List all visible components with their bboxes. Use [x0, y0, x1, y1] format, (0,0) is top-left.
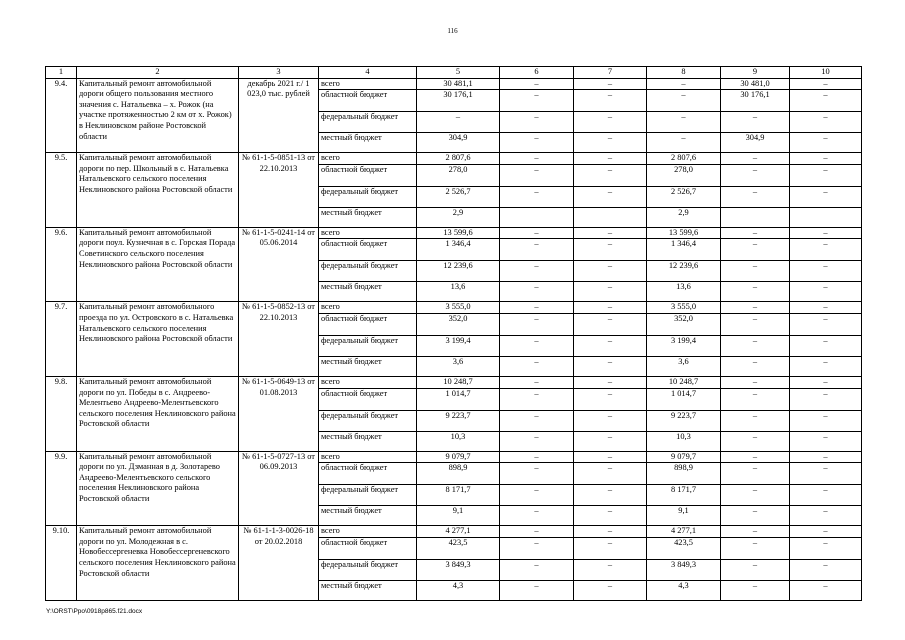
funding-source: местный бюджет — [319, 207, 417, 227]
value-cell: – — [500, 506, 574, 526]
item-description: Капитальный ремонт автомобильного проезда по ул. Островского в с. Натальевка Натальевского сельского поселения Неклиновского района Ростовской области — [77, 302, 239, 377]
value-cell: – — [721, 506, 790, 526]
funding-source: областной бюджет — [319, 164, 417, 186]
value-cell: 12 239,6 — [417, 261, 500, 282]
item-document: № 61-1-1-3-0026-18 от 20.02.2018 — [239, 526, 319, 601]
value-cell: 10,3 — [647, 431, 721, 451]
funding-source: федеральный бюджет — [319, 559, 417, 580]
value-cell: 4 277,1 — [647, 526, 721, 538]
table-row — [46, 78, 862, 90]
value-cell: – — [500, 313, 574, 335]
value-cell: – — [574, 376, 647, 388]
column-header: 6 — [500, 67, 574, 79]
funding-source: областной бюджет — [319, 463, 417, 485]
value-cell: 13 599,6 — [417, 227, 500, 239]
value-cell: 352,0 — [647, 313, 721, 335]
value-cell: – — [574, 112, 647, 133]
item-number: 9.10. — [46, 526, 77, 601]
value-cell: – — [574, 451, 647, 463]
value-cell: – — [574, 282, 647, 302]
item-document: № 61-1-5-0852-13 от 22.10.2013 — [239, 302, 319, 377]
value-cell — [574, 207, 647, 227]
value-cell: 4,3 — [417, 580, 500, 600]
funding-source: областной бюджет — [319, 239, 417, 261]
value-cell: – — [647, 90, 721, 112]
funding-source: федеральный бюджет — [319, 410, 417, 431]
value-cell: – — [790, 112, 862, 133]
item-number: 9.8. — [46, 376, 77, 451]
value-cell — [721, 207, 790, 227]
value-cell: – — [790, 186, 862, 207]
item-number: 9.9. — [46, 451, 77, 526]
value-cell: – — [574, 239, 647, 261]
value-cell: – — [574, 302, 647, 314]
column-header: 1 — [46, 67, 77, 79]
value-cell: – — [790, 463, 862, 485]
value-cell: – — [574, 335, 647, 356]
value-cell: 423,5 — [417, 537, 500, 559]
value-cell: 8 171,7 — [417, 485, 500, 506]
value-cell: – — [790, 313, 862, 335]
value-cell: – — [790, 78, 862, 90]
value-cell: 304,9 — [721, 133, 790, 153]
value-cell: – — [790, 164, 862, 186]
value-cell: – — [647, 133, 721, 153]
value-cell: – — [500, 410, 574, 431]
column-header: 8 — [647, 67, 721, 79]
value-cell: – — [574, 164, 647, 186]
funding-source: всего — [319, 451, 417, 463]
value-cell: – — [790, 526, 862, 538]
funding-source: местный бюджет — [319, 580, 417, 600]
value-cell: – — [790, 302, 862, 314]
value-cell: – — [721, 580, 790, 600]
value-cell: – — [647, 112, 721, 133]
column-header: 4 — [319, 67, 417, 79]
value-cell: 1 346,4 — [647, 239, 721, 261]
value-cell: 3 555,0 — [417, 302, 500, 314]
page-number: 116 — [447, 27, 458, 35]
value-cell: 3 849,3 — [417, 559, 500, 580]
item-document: декабрь 2021 г./ 1 023,0 тыс. рублей — [239, 78, 319, 153]
budget-table — [45, 66, 862, 601]
funding-source: всего — [319, 376, 417, 388]
value-cell: 30 176,1 — [721, 90, 790, 112]
funding-source: всего — [319, 526, 417, 538]
value-cell: – — [500, 580, 574, 600]
value-cell: 898,9 — [647, 463, 721, 485]
value-cell: 9,1 — [647, 506, 721, 526]
funding-source: всего — [319, 153, 417, 165]
value-cell: 1 346,4 — [417, 239, 500, 261]
value-cell: 9 223,7 — [417, 410, 500, 431]
item-description: Капитальный ремонт автомобильной дороги общего пользования местного значения с. Натальевка – х. Рожок (на участке протяженностью 2 км от х. Рожок) в Неклиновском районе Ростовской области — [77, 78, 239, 153]
funding-source: всего — [319, 227, 417, 239]
value-cell: – — [721, 335, 790, 356]
value-cell: – — [574, 537, 647, 559]
value-cell: – — [500, 239, 574, 261]
value-cell: – — [790, 537, 862, 559]
value-cell: – — [574, 313, 647, 335]
value-cell: 3 849,3 — [647, 559, 721, 580]
value-cell: – — [790, 580, 862, 600]
value-cell: 10 248,7 — [417, 376, 500, 388]
item-document: № 61-1-5-0851-13 от 22.10.2013 — [239, 153, 319, 228]
value-cell — [500, 207, 574, 227]
value-cell: – — [721, 559, 790, 580]
item-description: Капитальный ремонт автомобильной дороги поул. Кузнечная в с. Горская Порада Советинского сельского поселения Неклиновского района Ростовской области — [77, 227, 239, 302]
value-cell: – — [790, 485, 862, 506]
value-cell: – — [574, 559, 647, 580]
funding-source: федеральный бюджет — [319, 112, 417, 133]
value-cell: 30 481,0 — [721, 78, 790, 90]
funding-source: федеральный бюджет — [319, 485, 417, 506]
value-cell: 9 223,7 — [647, 410, 721, 431]
value-cell: – — [500, 485, 574, 506]
value-cell: – — [574, 506, 647, 526]
value-cell: – — [647, 78, 721, 90]
value-cell: – — [790, 261, 862, 282]
value-cell: – — [574, 153, 647, 165]
value-cell: 3 555,0 — [647, 302, 721, 314]
table-row — [46, 302, 862, 314]
value-cell: 2,9 — [647, 207, 721, 227]
value-cell: – — [500, 537, 574, 559]
value-cell: – — [500, 559, 574, 580]
value-cell: 352,0 — [417, 313, 500, 335]
value-cell: – — [500, 431, 574, 451]
value-cell: – — [790, 431, 862, 451]
value-cell: 304,9 — [417, 133, 500, 153]
value-cell: – — [500, 186, 574, 207]
funding-source: всего — [319, 302, 417, 314]
value-cell — [790, 207, 862, 227]
value-cell: – — [574, 78, 647, 90]
value-cell: 898,9 — [417, 463, 500, 485]
value-cell: – — [500, 282, 574, 302]
value-cell: – — [721, 186, 790, 207]
table-row — [46, 376, 862, 388]
value-cell: – — [500, 388, 574, 410]
value-cell: – — [721, 388, 790, 410]
value-cell: 1 014,7 — [417, 388, 500, 410]
value-cell: – — [790, 227, 862, 239]
value-cell: – — [721, 313, 790, 335]
value-cell: – — [790, 506, 862, 526]
value-cell: – — [574, 526, 647, 538]
funding-source: федеральный бюджет — [319, 186, 417, 207]
value-cell: 4,3 — [647, 580, 721, 600]
value-cell: 30 176,1 — [417, 90, 500, 112]
value-cell: 12 239,6 — [647, 261, 721, 282]
item-description: Капитальный ремонт автомобильной дороги по ул. Дзманная в д. Золотарево Андреево-Мелентьевского сельского поселения Неклиновского района Ростовской области — [77, 451, 239, 526]
value-cell: 4 277,1 — [417, 526, 500, 538]
value-cell: – — [790, 90, 862, 112]
value-cell: 30 481,1 — [417, 78, 500, 90]
column-header: 9 — [721, 67, 790, 79]
value-cell: – — [500, 526, 574, 538]
value-cell: 278,0 — [417, 164, 500, 186]
value-cell: 10 248,7 — [647, 376, 721, 388]
item-description: Капитальный ремонт автомобильной дороги по ул. Победы в с. Андреево-Мелентьево Андреево-Мелентьевского сельского поселения Неклиновского района Ростовской области — [77, 376, 239, 451]
value-cell: – — [721, 410, 790, 431]
value-cell: – — [500, 463, 574, 485]
table-row — [46, 526, 862, 538]
column-header: 3 — [239, 67, 319, 79]
value-cell: – — [721, 356, 790, 376]
value-cell: – — [721, 431, 790, 451]
value-cell: – — [790, 335, 862, 356]
value-cell: – — [500, 302, 574, 314]
value-cell: 13,6 — [417, 282, 500, 302]
funding-source: местный бюджет — [319, 133, 417, 153]
value-cell: 3,6 — [647, 356, 721, 376]
value-cell: – — [500, 133, 574, 153]
value-cell: – — [721, 485, 790, 506]
table-row — [46, 227, 862, 239]
value-cell: – — [574, 90, 647, 112]
value-cell: – — [721, 376, 790, 388]
value-cell: – — [790, 451, 862, 463]
column-header: 2 — [77, 67, 239, 79]
item-document: № 61-1-5-0241-14 от 05.06.2014 — [239, 227, 319, 302]
value-cell: 3,6 — [417, 356, 500, 376]
value-cell: 9 079,7 — [647, 451, 721, 463]
funding-source: всего — [319, 78, 417, 90]
item-description: Капитальный ремонт автомобильной дороги по пер. Школьный в с. Натальевка Натальевского сельского поселения Неклиновского района Ростовской области — [77, 153, 239, 228]
table-row — [46, 451, 862, 463]
value-cell: – — [721, 537, 790, 559]
value-cell: – — [721, 261, 790, 282]
item-description: Капитальный ремонт автомобильной дороги по ул. Молодежная в с. Новобессергеневка Новобессергеневского сельского поселения Неклиновского района Ростовской области — [77, 526, 239, 601]
value-cell: – — [790, 153, 862, 165]
value-cell: – — [500, 164, 574, 186]
value-cell: – — [574, 261, 647, 282]
value-cell: – — [721, 227, 790, 239]
value-cell: – — [790, 133, 862, 153]
value-cell: 2 807,6 — [647, 153, 721, 165]
column-header: 5 — [417, 67, 500, 79]
value-cell: 9 079,7 — [417, 451, 500, 463]
value-cell: – — [721, 153, 790, 165]
value-cell: 2 526,7 — [647, 186, 721, 207]
value-cell: 2 807,6 — [417, 153, 500, 165]
value-cell: – — [417, 112, 500, 133]
column-header: 7 — [574, 67, 647, 79]
funding-source: федеральный бюджет — [319, 335, 417, 356]
item-number: 9.6. — [46, 227, 77, 302]
value-cell: – — [500, 112, 574, 133]
value-cell: 1 014,7 — [647, 388, 721, 410]
file-path-footer: Y:\ORST\Ppo\0918p865.f21.docx — [46, 608, 143, 615]
value-cell: – — [500, 227, 574, 239]
item-document: № 61-1-5-0649-13 от 01.08.2013 — [239, 376, 319, 451]
item-number: 9.7. — [46, 302, 77, 377]
funding-source: местный бюджет — [319, 431, 417, 451]
value-cell: – — [500, 153, 574, 165]
value-cell: 2,9 — [417, 207, 500, 227]
value-cell: – — [500, 451, 574, 463]
value-cell: – — [574, 227, 647, 239]
value-cell: 3 199,4 — [417, 335, 500, 356]
value-cell: – — [721, 282, 790, 302]
value-cell: – — [500, 335, 574, 356]
value-cell: – — [721, 526, 790, 538]
value-cell: – — [790, 410, 862, 431]
value-cell: 10,3 — [417, 431, 500, 451]
funding-source: областной бюджет — [319, 388, 417, 410]
value-cell: – — [574, 388, 647, 410]
value-cell: 278,0 — [647, 164, 721, 186]
value-cell: – — [721, 451, 790, 463]
value-cell: – — [721, 164, 790, 186]
value-cell: 13 599,6 — [647, 227, 721, 239]
value-cell: – — [574, 410, 647, 431]
value-cell: – — [574, 133, 647, 153]
value-cell: – — [721, 463, 790, 485]
funding-source: местный бюджет — [319, 356, 417, 376]
value-cell: – — [574, 186, 647, 207]
value-cell: – — [790, 356, 862, 376]
column-header: 10 — [790, 67, 862, 79]
value-cell: – — [500, 78, 574, 90]
funding-source: областной бюджет — [319, 313, 417, 335]
value-cell: 8 171,7 — [647, 485, 721, 506]
value-cell: – — [500, 261, 574, 282]
item-number: 9.4. — [46, 78, 77, 153]
funding-source: областной бюджет — [319, 537, 417, 559]
value-cell: – — [721, 302, 790, 314]
item-number: 9.5. — [46, 153, 77, 228]
value-cell: 13,6 — [647, 282, 721, 302]
value-cell: – — [500, 356, 574, 376]
table-row — [46, 153, 862, 165]
value-cell: 3 199,4 — [647, 335, 721, 356]
value-cell: – — [574, 463, 647, 485]
value-cell: – — [574, 485, 647, 506]
item-document: № 61-1-5-0727-13 от 06.09.2013 — [239, 451, 319, 526]
value-cell: – — [574, 356, 647, 376]
value-cell: 423,5 — [647, 537, 721, 559]
value-cell: – — [721, 239, 790, 261]
value-cell: – — [721, 112, 790, 133]
funding-source: областной бюджет — [319, 90, 417, 112]
value-cell: – — [790, 282, 862, 302]
value-cell: – — [790, 376, 862, 388]
value-cell: 9,1 — [417, 506, 500, 526]
funding-source: федеральный бюджет — [319, 261, 417, 282]
header-row — [46, 67, 862, 79]
value-cell: – — [790, 388, 862, 410]
funding-source: местный бюджет — [319, 282, 417, 302]
funding-source: местный бюджет — [319, 506, 417, 526]
value-cell: – — [500, 90, 574, 112]
value-cell: – — [790, 559, 862, 580]
value-cell: – — [790, 239, 862, 261]
value-cell: 2 526,7 — [417, 186, 500, 207]
value-cell: – — [574, 431, 647, 451]
value-cell: – — [574, 580, 647, 600]
value-cell: – — [500, 376, 574, 388]
